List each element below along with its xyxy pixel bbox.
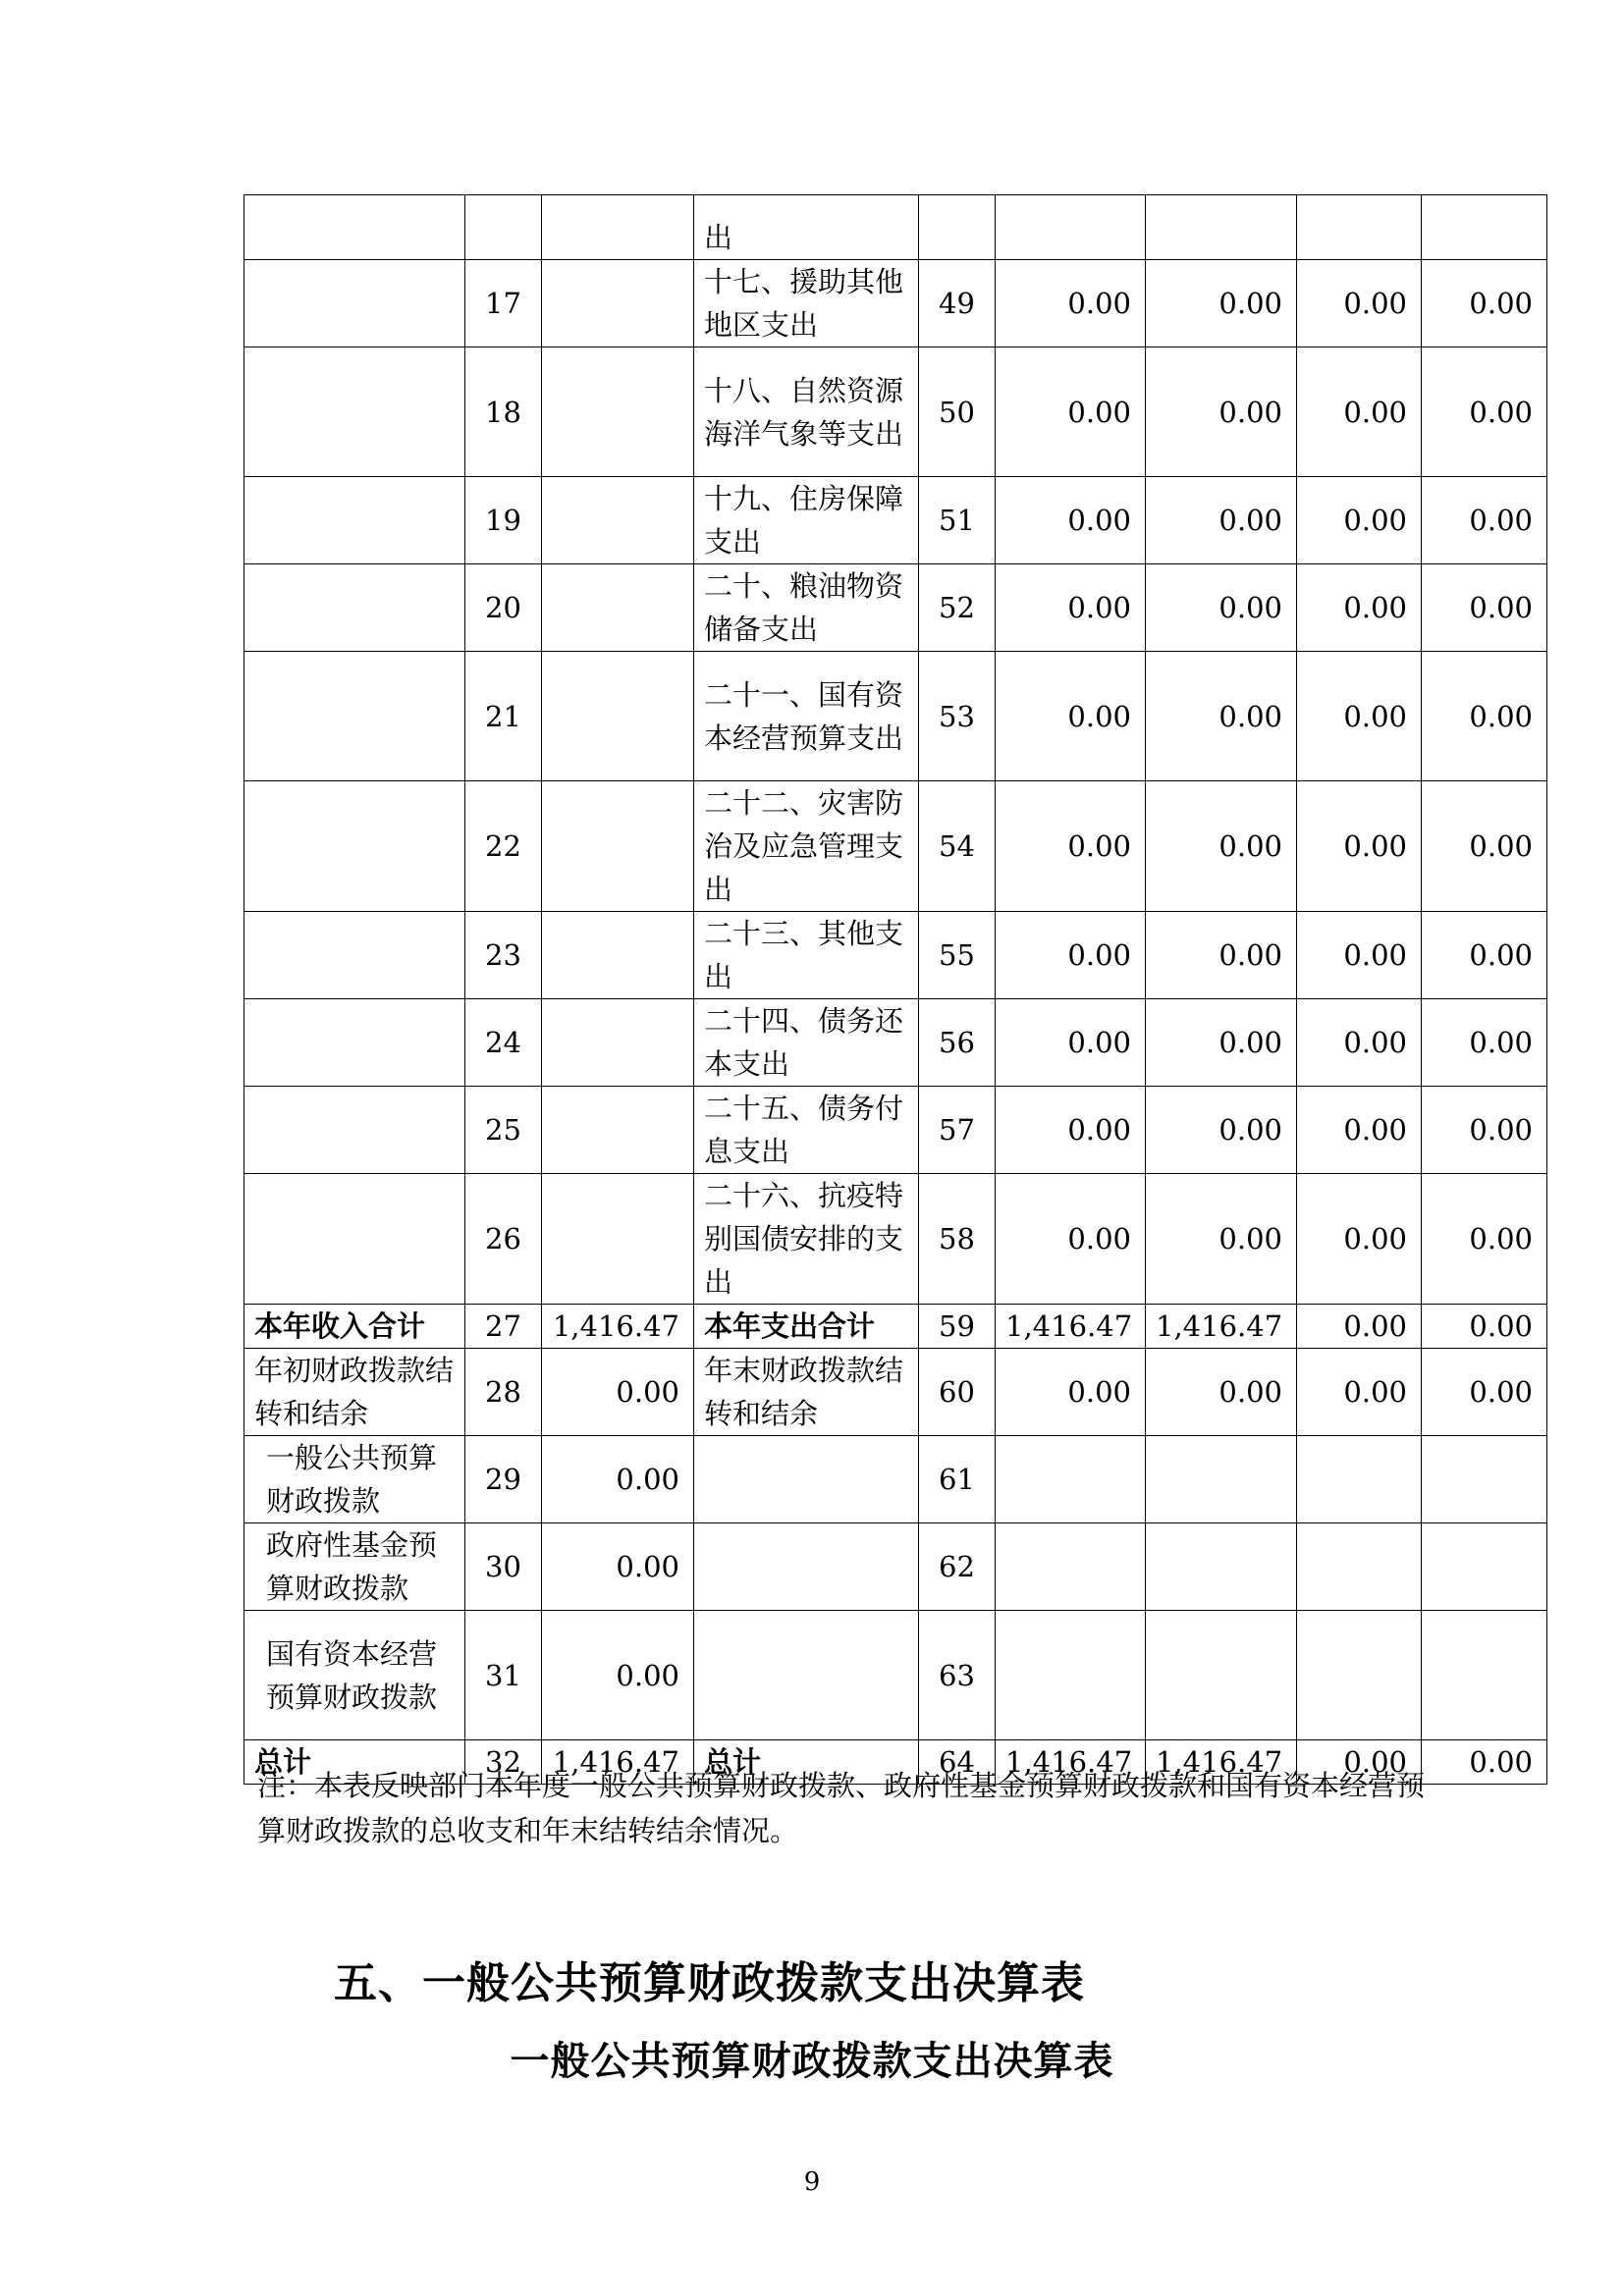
table-cell: 23 — [465, 912, 542, 999]
table-cell: 64 — [919, 1740, 996, 1785]
table-cell: 31 — [465, 1611, 542, 1740]
table-cell: 30 — [465, 1523, 542, 1611]
table-cell — [542, 999, 694, 1087]
table-cell: 1,416.47 — [996, 1740, 1146, 1785]
table-cell: 0.00 — [1146, 260, 1297, 347]
table-cell: 0.00 — [542, 1436, 694, 1523]
table-cell — [542, 1087, 694, 1174]
table-cell: 0.00 — [1422, 999, 1547, 1087]
table-cell: 0.00 — [1146, 564, 1297, 652]
table-cell — [1146, 1611, 1297, 1740]
table-cell: 0.00 — [1422, 1349, 1547, 1436]
table-cell: 28 — [465, 1349, 542, 1436]
table-cell: 0.00 — [1422, 477, 1547, 564]
table-cell: 0.00 — [542, 1611, 694, 1740]
table-cell: 0.00 — [1146, 652, 1297, 781]
table-cell: 25 — [465, 1087, 542, 1174]
table-cell — [244, 1087, 465, 1174]
table-cell: 0.00 — [1297, 1305, 1422, 1349]
table-cell — [1297, 1436, 1422, 1523]
table-cell: 18 — [465, 347, 542, 477]
table-cell — [996, 1611, 1146, 1740]
table-cell — [542, 652, 694, 781]
table-cell: 0.00 — [1297, 999, 1422, 1087]
table-cell — [1297, 195, 1422, 260]
table-cell: 二十四、债务还本支出 — [694, 999, 919, 1087]
table-cell — [542, 260, 694, 347]
table-cell: 0.00 — [1422, 1087, 1547, 1174]
table-cell: 0.00 — [996, 999, 1146, 1087]
table-cell — [694, 1523, 919, 1611]
table-cell: 61 — [919, 1436, 996, 1523]
table-cell: 0.00 — [1422, 1174, 1547, 1305]
table-cell — [1422, 1611, 1547, 1740]
table-cell — [244, 477, 465, 564]
table-cell: 0.00 — [1146, 999, 1297, 1087]
table-cell — [1422, 1436, 1547, 1523]
table-cell — [244, 912, 465, 999]
table-cell: 0.00 — [1422, 652, 1547, 781]
table-cell — [244, 347, 465, 477]
table-cell: 十七、援助其他地区支出 — [694, 260, 919, 347]
table-cell: 年末财政拨款结转和结余 — [694, 1349, 919, 1436]
table-cell: 57 — [919, 1087, 996, 1174]
table-cell: 总计 — [244, 1740, 465, 1785]
table-cell: 56 — [919, 999, 996, 1087]
table-title: 一般公共预算财政拨款支出决算表 — [510, 2039, 1114, 2084]
table-cell — [1422, 195, 1547, 260]
table-cell: 二十、粮油物资储备支出 — [694, 564, 919, 652]
table-row — [244, 477, 1547, 564]
table-cell — [694, 1436, 919, 1523]
table-cell: 0.00 — [996, 260, 1146, 347]
table-cell — [1297, 1523, 1422, 1611]
table-cell: 0.00 — [1297, 912, 1422, 999]
table-row — [244, 912, 1547, 999]
table-cell — [1146, 195, 1297, 260]
table-cell: 0.00 — [1422, 912, 1547, 999]
table-cell: 0.00 — [996, 1174, 1146, 1305]
table-cell — [542, 477, 694, 564]
table-cell — [244, 781, 465, 912]
table-cell: 0.00 — [996, 912, 1146, 999]
table-cell — [919, 195, 996, 260]
table-cell: 政府性基金预算财政拨款 — [244, 1523, 465, 1611]
table-cell — [542, 912, 694, 999]
table-cell: 二十五、债务付息支出 — [694, 1087, 919, 1174]
table-cell: 二十一、国有资本经营预算支出 — [694, 652, 919, 781]
table-cell: 54 — [919, 781, 996, 912]
table-total-row — [244, 1305, 1547, 1349]
table-cell: 24 — [465, 999, 542, 1087]
table-cell: 20 — [465, 564, 542, 652]
table-cell: 19 — [465, 477, 542, 564]
table-cell: 0.00 — [1146, 1349, 1297, 1436]
table-cell — [694, 1611, 919, 1740]
table-cell: 1,416.47 — [996, 1305, 1146, 1349]
table-cell: 32 — [465, 1740, 542, 1785]
table-row — [244, 1436, 1547, 1523]
table-cell — [1297, 1611, 1422, 1740]
table-cell — [1146, 1436, 1297, 1523]
table-cell: 21 — [465, 652, 542, 781]
table-row — [244, 1087, 1547, 1174]
table-cell — [244, 564, 465, 652]
table-cell: 0.00 — [1297, 1349, 1422, 1436]
table-cell: 52 — [919, 564, 996, 652]
table-row — [244, 999, 1547, 1087]
table-cell: 1,416.47 — [1146, 1305, 1297, 1349]
table-cell: 1,416.47 — [1146, 1740, 1297, 1785]
table-cell: 0.00 — [1297, 652, 1422, 781]
table-cell: 二十三、其他支出 — [694, 912, 919, 999]
table-cell: 26 — [465, 1174, 542, 1305]
table-cell: 59 — [919, 1305, 996, 1349]
table-cell: 年初财政拨款结转和结余 — [244, 1349, 465, 1436]
table-cell: 55 — [919, 912, 996, 999]
table-cell — [465, 195, 542, 260]
table-cell — [996, 1436, 1146, 1523]
table-cell — [542, 564, 694, 652]
table-cell: 0.00 — [1297, 1087, 1422, 1174]
table-cell: 0.00 — [542, 1349, 694, 1436]
table-cell: 0.00 — [1146, 912, 1297, 999]
table-cell: 0.00 — [542, 1523, 694, 1611]
table-cell — [996, 1523, 1146, 1611]
budget-summary-table — [244, 194, 1547, 1785]
table-row — [244, 652, 1547, 781]
table-cell: 0.00 — [996, 1087, 1146, 1174]
table-cell: 49 — [919, 260, 996, 347]
table-cell: 0.00 — [996, 781, 1146, 912]
table-cell — [542, 347, 694, 477]
table-cell: 二十二、灾害防治及应急管理支出 — [694, 781, 919, 912]
table-cell: 0.00 — [1422, 564, 1547, 652]
table-cell: 0.00 — [1297, 477, 1422, 564]
table-cell: 0.00 — [1422, 347, 1547, 477]
table-cell: 1,416.47 — [542, 1305, 694, 1349]
table-cell — [244, 652, 465, 781]
section-heading: 五、一般公共预算财政拨款支出决算表 — [334, 1958, 1085, 2008]
table-cell — [1422, 1523, 1547, 1611]
table-cell: 0.00 — [1422, 1305, 1547, 1349]
table-cell: 二十六、抗疫特别国债安排的支出 — [694, 1174, 919, 1305]
table-cell: 17 — [465, 260, 542, 347]
table-cell: 0.00 — [1146, 477, 1297, 564]
table-row — [244, 260, 1547, 347]
table-cell — [1146, 1523, 1297, 1611]
table-cell: 29 — [465, 1436, 542, 1523]
table-cell: 0.00 — [1146, 1087, 1297, 1174]
table-cell: 0.00 — [996, 564, 1146, 652]
table-cell: 0.00 — [1297, 781, 1422, 912]
table-cell — [244, 195, 465, 260]
table-cell: 一般公共预算财政拨款 — [244, 1436, 465, 1523]
table-cell: 0.00 — [1297, 1174, 1422, 1305]
table-cell: 本年收入合计 — [244, 1305, 465, 1349]
table-row — [244, 1349, 1547, 1436]
table-row — [244, 347, 1547, 477]
table-cell: 0.00 — [1146, 347, 1297, 477]
table-cell — [996, 195, 1146, 260]
page-number: 9 — [803, 2167, 821, 2197]
table-cell: 0.00 — [996, 652, 1146, 781]
table-row — [244, 1523, 1547, 1611]
table-row — [244, 564, 1547, 652]
table-cell — [244, 1174, 465, 1305]
table-cell: 63 — [919, 1611, 996, 1740]
table-cell — [542, 195, 694, 260]
table-cell: 0.00 — [996, 1349, 1146, 1436]
table-cell: 62 — [919, 1523, 996, 1611]
table-cell: 十八、自然资源海洋气象等支出 — [694, 347, 919, 477]
table-cell — [244, 999, 465, 1087]
table-cell: 0.00 — [1297, 564, 1422, 652]
table-cell: 出 — [694, 195, 919, 260]
table-row — [244, 1611, 1547, 1740]
table-cell: 22 — [465, 781, 542, 912]
table-cell: 0.00 — [996, 477, 1146, 564]
table-cell: 0.00 — [1146, 781, 1297, 912]
table-cell: 总计 — [694, 1740, 919, 1785]
table-row — [244, 1174, 1547, 1305]
table-cell: 十九、住房保障支出 — [694, 477, 919, 564]
table-cell — [542, 1174, 694, 1305]
table-cell: 53 — [919, 652, 996, 781]
table-cell: 0.00 — [1422, 260, 1547, 347]
table-cell: 58 — [919, 1174, 996, 1305]
table-cell: 60 — [919, 1349, 996, 1436]
table-cell: 本年支出合计 — [694, 1305, 919, 1349]
table-cell: 0.00 — [1297, 1740, 1422, 1785]
table-cell: 50 — [919, 347, 996, 477]
table-cell: 0.00 — [1297, 347, 1422, 477]
table-cell: 1,416.47 — [542, 1740, 694, 1785]
table-row — [244, 781, 1547, 912]
table-cell: 51 — [919, 477, 996, 564]
table-cell: 0.00 — [1297, 260, 1422, 347]
table-row — [244, 195, 1547, 260]
table-cell: 27 — [465, 1305, 542, 1349]
table-cell: 0.00 — [996, 347, 1146, 477]
table-note: 注：本表反映部门本年度一般公共预算财政拨款、政府性基金预算财政拨款和国有资本经营预算财政拨款的总收支和年末结转结余情况。 — [257, 1769, 1426, 1847]
table-cell: 0.00 — [1146, 1174, 1297, 1305]
table-cell: 0.00 — [1422, 781, 1547, 912]
table-cell — [244, 260, 465, 347]
table-cell — [542, 781, 694, 912]
table-cell: 国有资本经营预算财政拨款 — [244, 1611, 465, 1740]
table-cell: 0.00 — [1422, 1740, 1547, 1785]
